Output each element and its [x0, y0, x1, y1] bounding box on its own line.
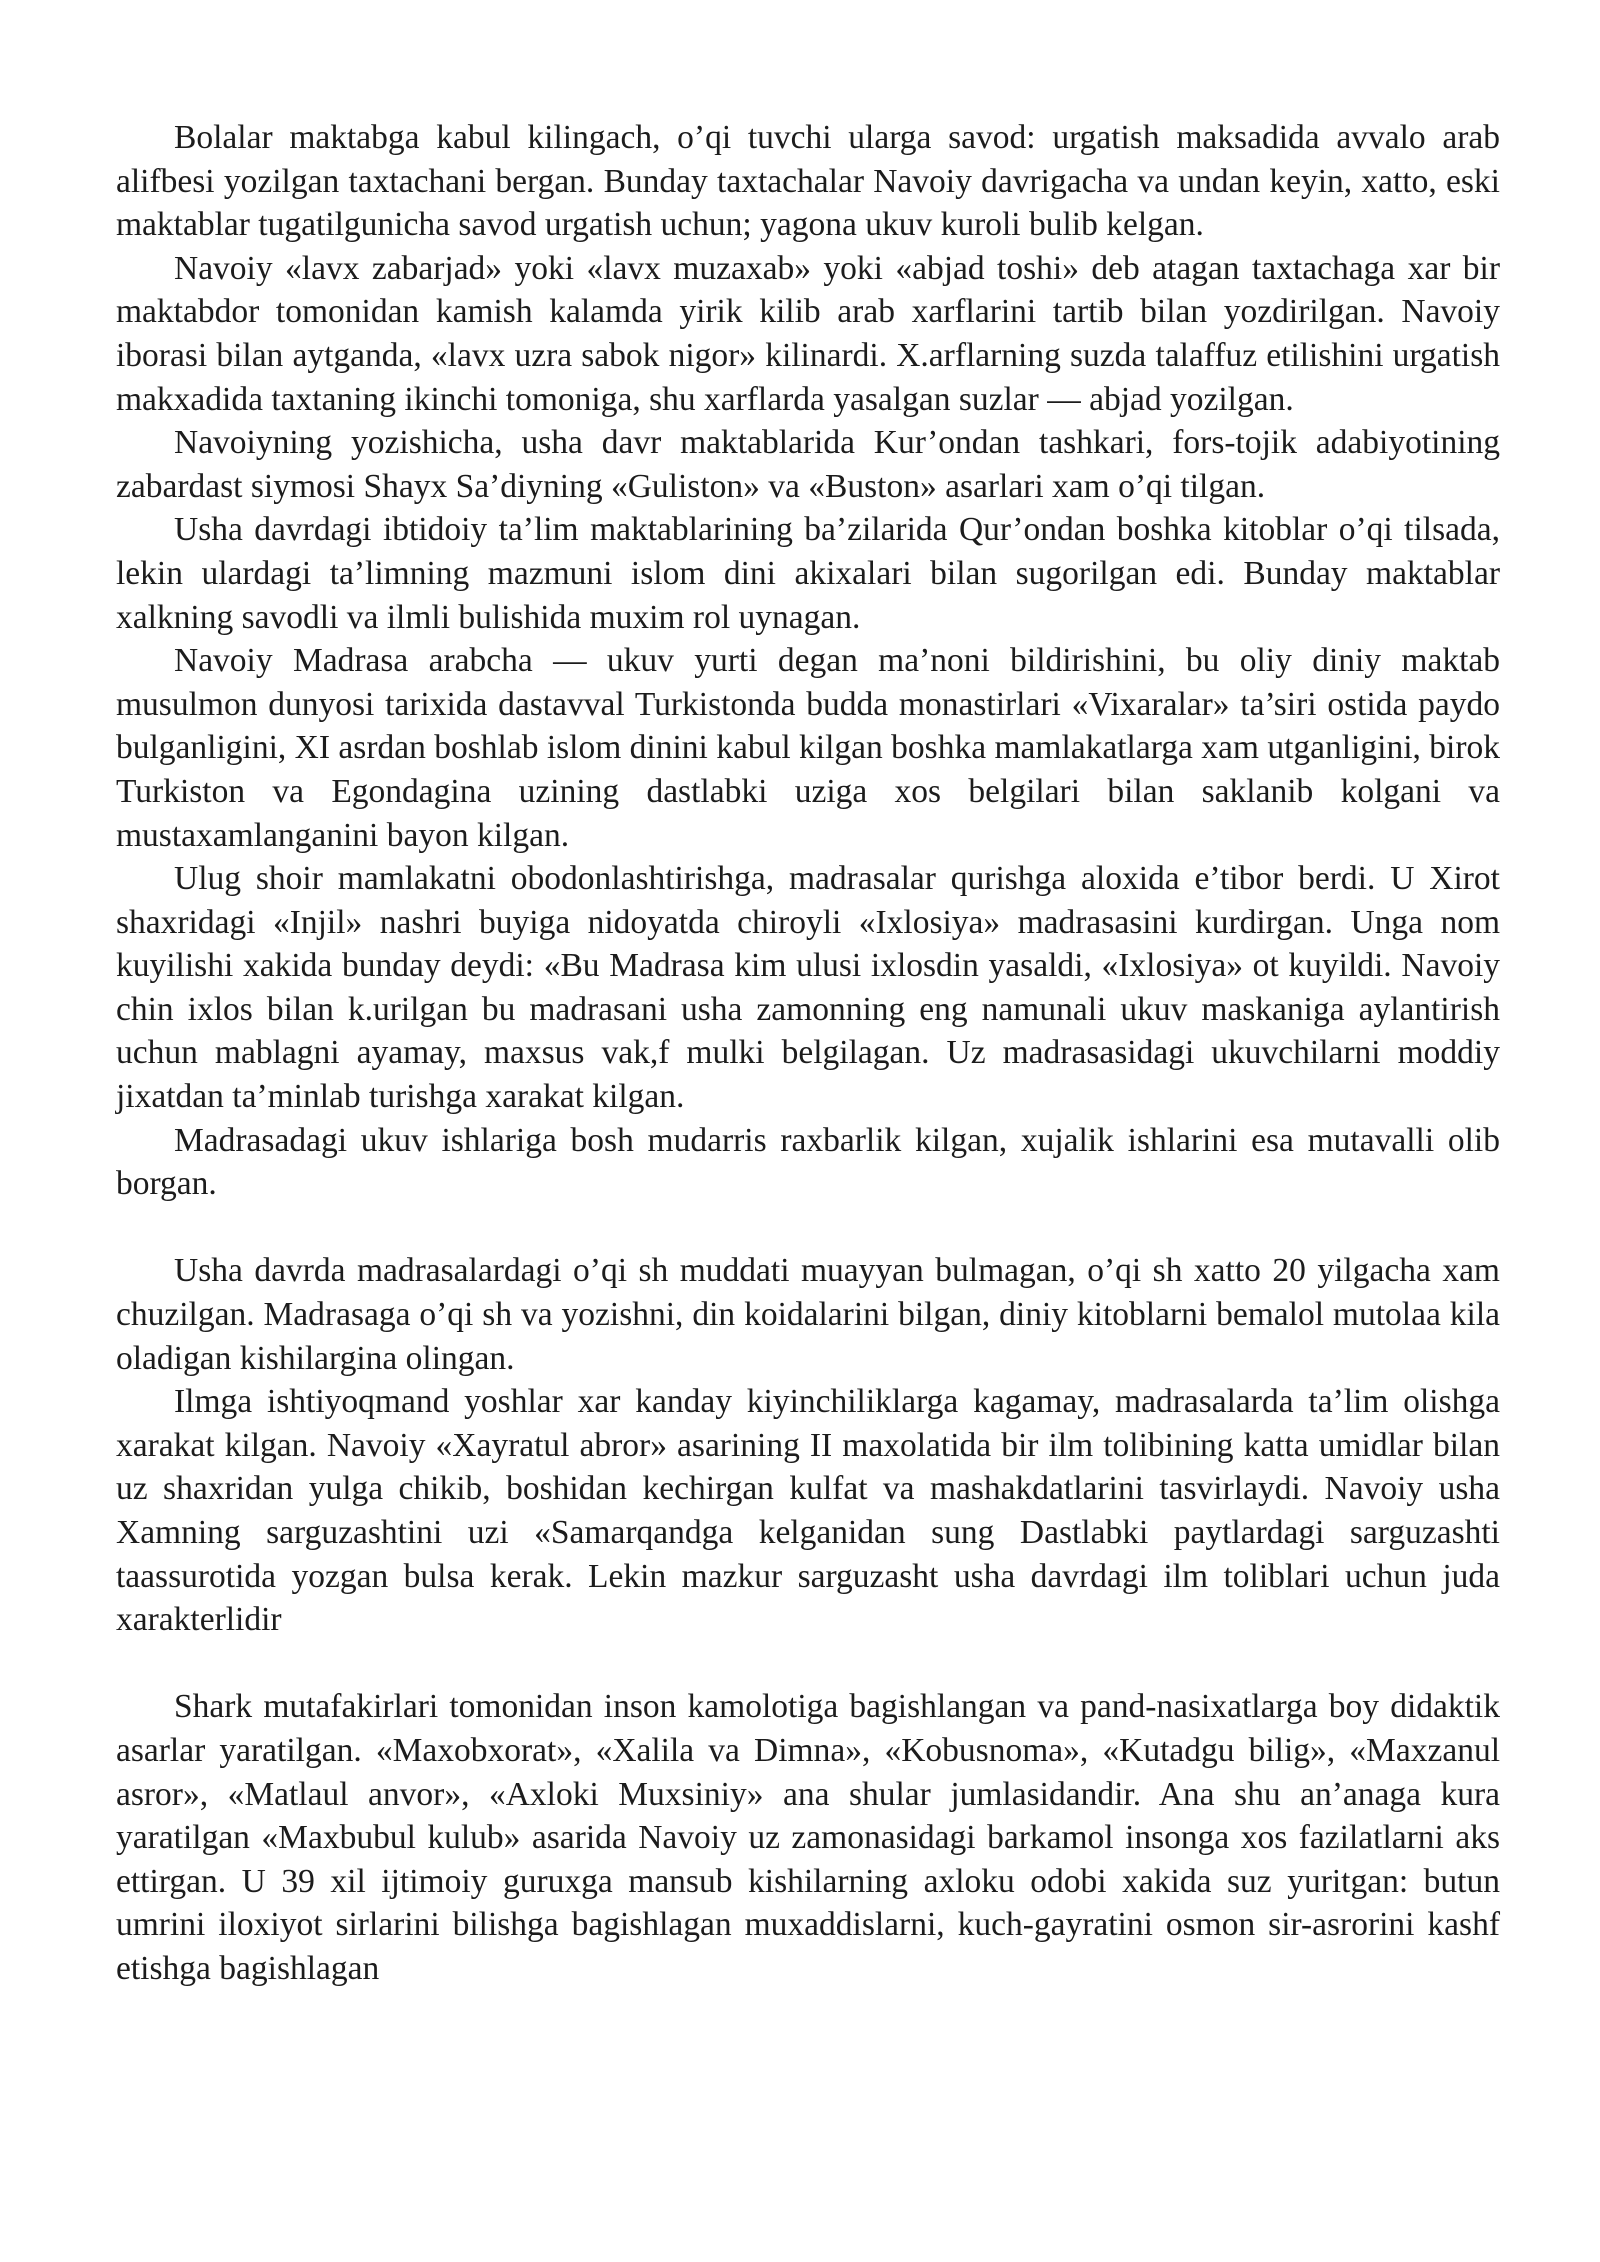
paragraph-3: Navoiyning yozishicha, usha davr maktablarida Kur’ondan tashkari, fors-tojik adabiyotining zabardast siymosi Shayx Sa’diyning «Guliston» va «Buston» asarlari xam o’qi tilgan. — [116, 424, 1500, 505]
paragraph-6: Ulug shoir mamlakatni obodonlashtirishga, madrasalar qurishga aloxida e’tibor berdi. U Xirot shaxridagi «Injil» nashri buyiga nidoyatda chiroyli «Ixlosiya» madrasasini kurdirgan. Unga nom kuyilishi xakida bunday deydi: «Bu Madrasa kim ulusi ixlosdin yasaldi, «Ixlosiya» ot kuyildi. Navoiy chin ixlos bilan k.urilgan bu madrasani usha zamonning eng namunali ukuv maskaniga aylantirish uchun mablagni ayamay, maxsus vak,f mulki belgilagan. Uz madrasasidagi ukuvchilarni moddiy jixatdan ta’minlab turishga xarakat kilgan. — [116, 860, 1500, 1116]
paragraph-2: Navoiy «lavx zabarjad» yoki «lavx muzaxab» yoki «abjad toshi» deb atagan taxtachaga xar bir maktabdor tomonidan kamish kalamda yirik kilib arab xarflarini tartib bilan yozdirilgan. Navoiy iborasi bilan aytganda, «lavx uzra sabok nigor» kilinardi. X.arflarning suzda talaffuz etilishini urgatish makxadida taxtaning ikinchi tomoniga, shu xarflarda yasalgan suzlar — abjad yozilgan. — [116, 249, 1500, 418]
paragraph-9: Ilmga ishtiyoqmand yoshlar xar kanday kiyinchiliklarga kagamay, madrasalarda ta’lim olishga xarakat kilgan. Navoiy «Xayratul abror» asarining II maxolatida bir ilm tolibining katta umidlar bilan uz shaxridan yulga chikib, boshidan kechirgan kulfat va mashakdatlarini tasvirlaydi. Navoiy usha Xamning sarguzashtini uzi «Samarqandga kelganidan sung Dastlabki paytlardagi sarguzashti taassurotida yozgan bulsa kerak. Lekin mazkur sarguzasht usha davrdagi ilm toliblari uchun juda xarakterlidir — [116, 1383, 1500, 1639]
paragraph-spacer — [116, 1642, 1500, 1686]
paragraph-7: Madrasadagi ukuv ishlariga bosh mudarris raxbarlik kilgan, xujalik ishlarini esa mutavalli olib borgan. — [116, 1121, 1500, 1203]
paragraph-10: Shark mutafakirlari tomonidan inson kamolotiga bagishlangan va pand-nasixatlarga boy didaktik asarlar yaratilgan. «Maxobxorat», «Xalila va Dimna», «Kobusnoma», «Kutadgu bilig», «Maxzanul asror», «Matlaul anvor», «Axloki Muxsiniy» ana shular jumlasidandir. Ana shu an’anaga kura yaratilgan «Maxbubul kulub» asarida Navoiy uz zamonasidagi barkamol insonga xos fazilatlarni aks ettirgan. U 39 xil ijtimoiy guruxga mansub kishilarning axloku odobi xakida suz yuritgan: butun umrini iloxiyot sirlarini bilishga bagishlagan muxaddislarni, kuch-gayratini osmon sir-asrorini kashf etishga bagishlagan — [116, 1688, 1500, 1987]
document-page — [116, 116, 1500, 1991]
paragraph-spacer — [116, 1206, 1500, 1250]
paragraph-4: Usha davrdagi ibtidoiy ta’lim maktablarining ba’zilarida Qur’ondan boshka kitoblar o’qi tilsada, lekin ulardagi ta’limning mazmuni islom dini akixalari bilan sugorilgan edi. Bunday maktablar xalkning savodli va ilmli bulishida muxim rol uynagan. — [116, 511, 1500, 636]
paragraph-5: Navoiy Madrasa arabcha — ukuv yurti degan ma’noni bildirishini, bu oliy diniy maktab musulmon dunyosi tarixida dastavval Turkistonda budda monastirlari «Vixaralar» ta’siri ostida paydo bulganligini, XI asrdan boshlab islom dinini kabul kilgan boshka mamlakatlarga xam utganligini, birok Turkiston va Egondagina uzining dastlabki uziga xos belgilari bilan saklanib kolgani va mustaxamlanganini bayon kilgan. — [116, 642, 1500, 854]
paragraph-8: Usha davrda madrasalardagi o’qi sh muddati muayyan bulmagan, o’qi sh xatto 20 yilgacha xam chuzilgan. Madrasaga o’qi sh va yozishni, din koidalarini bilgan, diniy kitoblarni bemalol mutolaa kila oladigan kishilargina olingan. — [116, 1252, 1500, 1377]
paragraph-1: Bolalar maktabga kabul kilingach, o’qi tuvchi ularga savod: urgatish maksadida avvalo arab alifbesi yozilgan taxtachani bergan. Bunday taxtachalar Navoiy davrigacha va undan keyin, xatto, eski maktablar tugatilgunicha savod urgatish uchun; yagona ukuv kuroli bulib kelgan. — [116, 119, 1500, 244]
